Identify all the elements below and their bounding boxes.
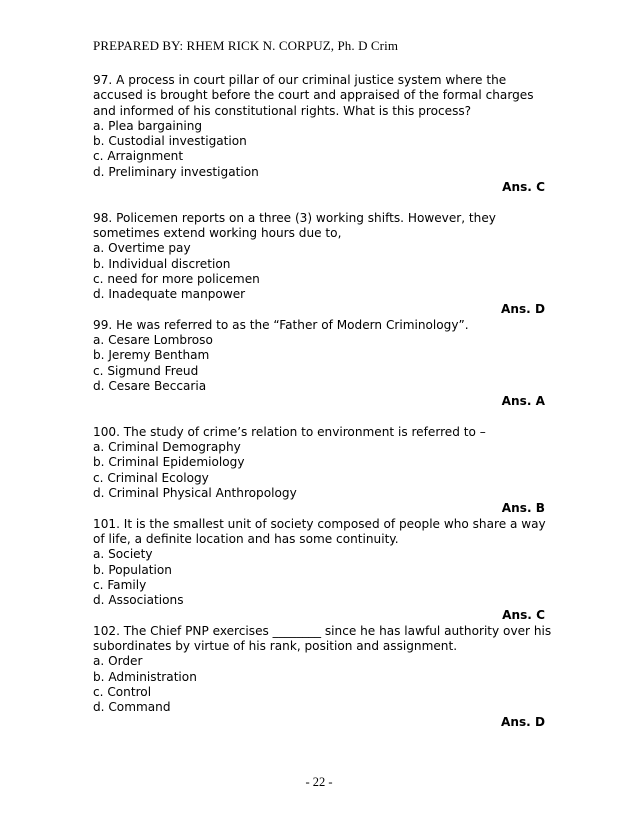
question-stem-line: 98. Policemen reports on a three (3) working shifts. However, they	[93, 210, 496, 225]
answer-option-d: d. Inadequate manpower	[93, 287, 246, 302]
answer-option-a: a. Order	[93, 654, 143, 669]
question-stem-line: of life, a definite location and has some continuity.	[93, 531, 399, 546]
spacer	[93, 410, 545, 425]
answer-key: Ans. C	[502, 180, 545, 195]
answer-option-d: d. Preliminary investigation	[93, 164, 259, 179]
answer-option-a: a. Cesare Lombroso	[93, 333, 213, 348]
answer-key: Ans. D	[500, 302, 545, 317]
question-100	[93, 425, 545, 517]
question-101	[93, 517, 545, 624]
answer-option-c: c. Criminal Ecology	[93, 470, 209, 485]
answer-option-b: b. Criminal Epidemiology	[93, 455, 245, 470]
answer-option-c: c. Sigmund Freud	[93, 363, 199, 378]
question-98	[93, 211, 545, 318]
question-stem-line: 100. The study of crime’s relation to environment is referred to –	[93, 424, 486, 439]
question-stem-line: 101. It is the smallest unit of society composed of people who share a way	[93, 516, 546, 531]
answer-key: Ans. C	[502, 608, 545, 623]
question-97	[93, 73, 545, 195]
answer-option-d: d. Associations	[93, 593, 184, 608]
answer-option-d: d. Command	[93, 700, 171, 715]
answer-option-c: c. Family	[93, 577, 147, 592]
question-stem-line: subordinates by virtue of his rank, position and assignment.	[93, 638, 458, 653]
answer-option-a: a. Criminal Demography	[93, 440, 241, 455]
answer-option-a: a. Overtime pay	[93, 241, 191, 256]
answer-option-b: b. Administration	[93, 669, 197, 684]
question-stem-line: accused is brought before the court and appraised of the formal charges	[93, 88, 534, 103]
question-102	[93, 623, 552, 731]
answer-option-b: b. Jeremy Bentham	[93, 348, 210, 363]
answer-option-c: c. Control	[93, 684, 152, 699]
question-99	[93, 318, 545, 410]
spacer	[93, 195, 545, 210]
answer-option-b: b. Population	[93, 562, 172, 577]
page-number: - 22 -	[305, 775, 333, 789]
answer-option-a: a. Plea bargaining	[93, 118, 203, 133]
answer-option-c: c. need for more policemen	[93, 271, 260, 286]
question-stem-line: 99. He was referred to as the “Father of Modern Criminology”.	[93, 317, 469, 332]
question-stem-line: 97. A process in court pillar of our criminal justice system where the	[93, 73, 507, 87]
answer-key: Ans. A	[501, 394, 545, 409]
prepared-by-header: PREPARED BY: RHEM RICK N. CORPUZ, Ph. D Crim	[93, 38, 399, 53]
question-stem-line: sometimes extend working hours due to,	[93, 225, 342, 240]
question-list	[93, 73, 552, 731]
answer-key: Ans. D	[500, 715, 545, 730]
answer-option-a: a. Society	[93, 547, 153, 562]
answer-option-d: d. Criminal Physical Anthropology	[93, 486, 297, 501]
question-stem-line: 102. The Chief PNP exercises ________ since he has lawful authority over his	[93, 623, 552, 638]
question-stem-line: and informed of his constitutional rights. What is this process?	[93, 103, 472, 118]
answer-key: Ans. B	[501, 501, 545, 516]
answer-option-c: c. Arraignment	[93, 149, 184, 164]
answer-option-b: b. Individual discretion	[93, 256, 231, 271]
answer-option-b: b. Custodial investigation	[93, 134, 247, 149]
answer-option-d: d. Cesare Beccaria	[93, 378, 207, 393]
